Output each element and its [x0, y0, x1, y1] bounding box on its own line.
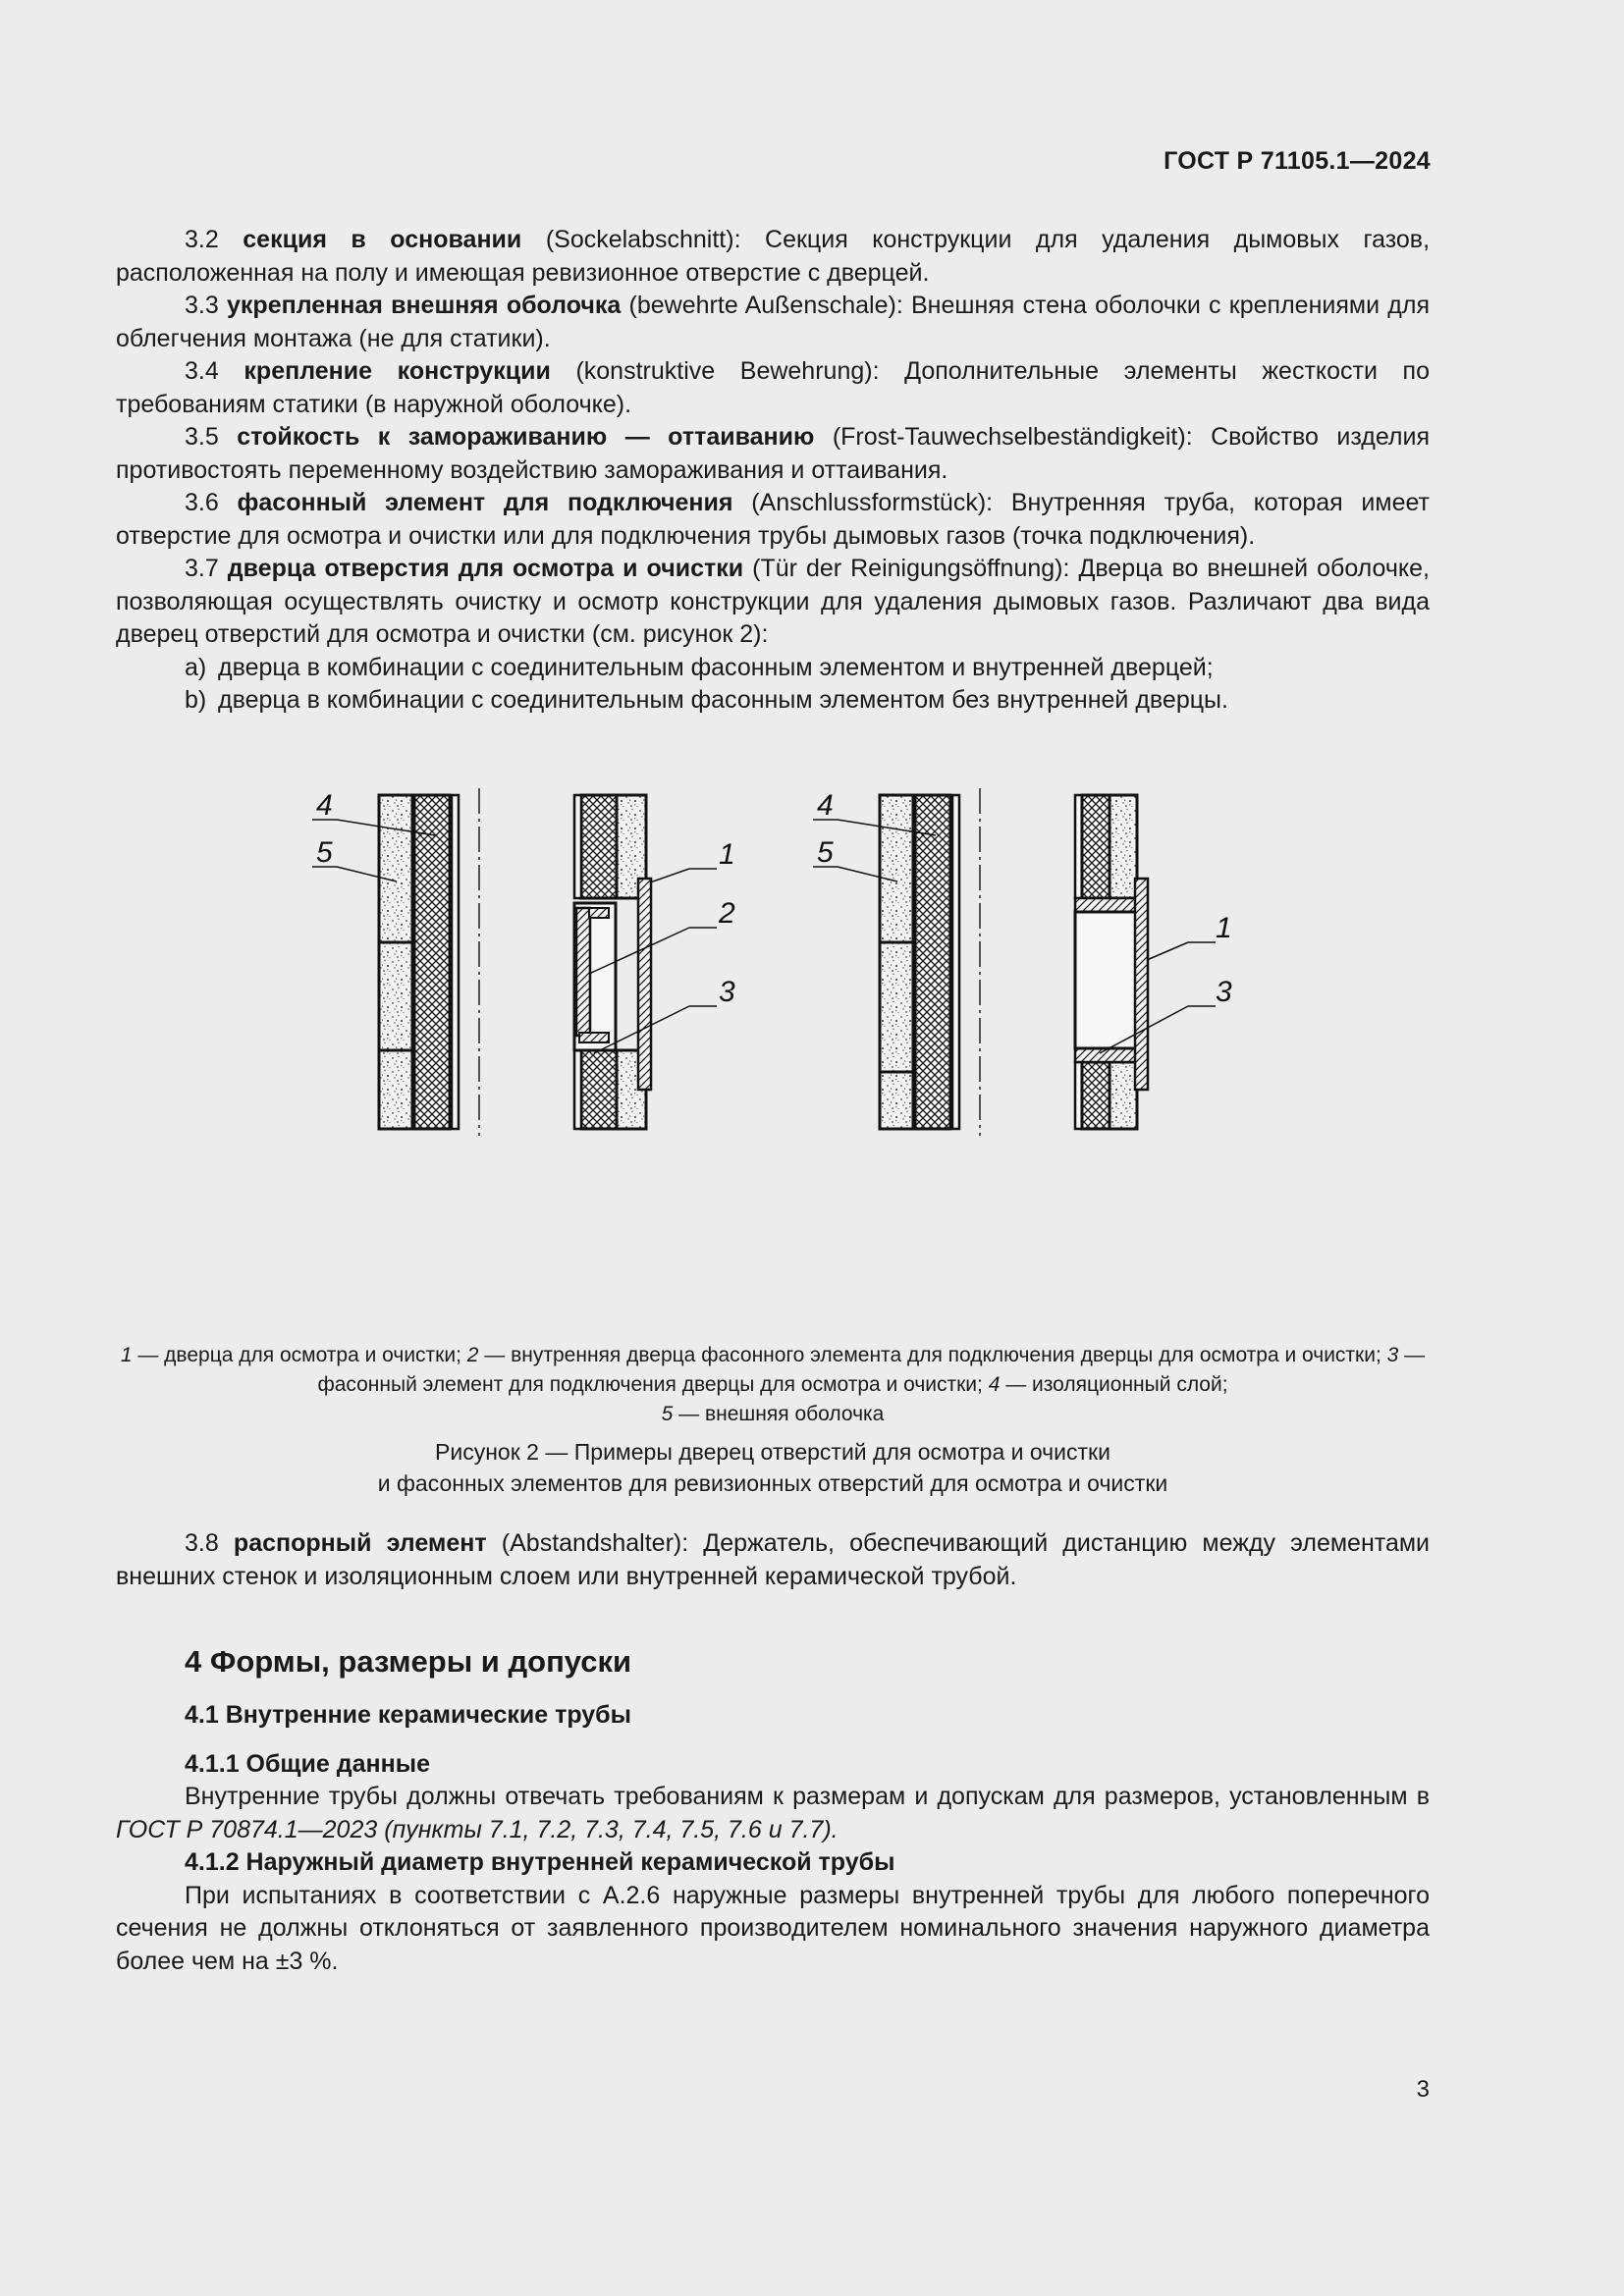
- term-definition: (konstruktive Bewehrung): Дополнительные элементы жесткости по требованиям статики (в наружной оболочке).: [116, 357, 1430, 418]
- list-item-b: [116, 684, 1430, 718]
- list-item-a: [116, 652, 1430, 685]
- label-1-left: 1: [719, 838, 735, 871]
- caption-line-2: и фасонных элементов для ревизионных отверстий для осмотра и очистки: [377, 1470, 1168, 1496]
- label-5-left: 5: [316, 836, 333, 869]
- term-3-4: [116, 355, 1430, 421]
- term-definition: (Sockelabschnitt): Секция конструкции для удаления дымовых газов, расположенная на полу и имеющая ревизионное отверстие с дверцей.: [116, 226, 1431, 287]
- section-4-1-2-heading: 4.1.2 Наружный диаметр внутренней керамической трубы: [185, 1848, 895, 1876]
- legend-num-4: 4: [988, 1373, 1001, 1396]
- paragraph-text: Внутренние трубы должны отвечать требованиям к размерам и допускам для размеров, установленным в: [185, 1783, 1430, 1810]
- legend-text-3: — фасонный элемент для подключения дверцы для осмотра и очистки;: [317, 1344, 1426, 1396]
- standard-reference: ГОСТ Р 70874.1—2023 (пункты 7.1, 7.2, 7.3, 7.4, 7.5, 7.6 и 7.7).: [116, 1815, 839, 1843]
- term-number: 3.6: [185, 489, 219, 516]
- term-name: укрепленная внешняя оболочка: [227, 292, 622, 319]
- term-name: распорный элемент: [233, 1529, 487, 1557]
- term-3-6: [116, 487, 1430, 553]
- section-4-1-1-text: [116, 1781, 1430, 1846]
- figure-caption: [116, 1436, 1430, 1499]
- diagram-right: [813, 788, 1216, 1136]
- list-marker: b): [185, 686, 207, 714]
- section-4-heading: 4 Формы, размеры и допуски: [185, 1644, 632, 1679]
- term-name: дверца отверстия для осмотра и очистки: [227, 555, 744, 582]
- term-definition: (Abstandshalter): Держатель, обеспечивающий дистанцию между элементами внешних стенок и изоляционным слоем или внутренней керамической трубой.: [116, 1529, 1430, 1590]
- term-3-8: [116, 1527, 1430, 1593]
- definitions-block: [116, 224, 1430, 718]
- section-4-1-1-heading: 4.1.1 Общие данные: [185, 1749, 430, 1778]
- legend-text-2: — внутренняя дверца фасонного элемента для подключения дверцы для осмотра и очистки;: [478, 1344, 1387, 1366]
- legend-text-5: — внешняя оболочка: [673, 1403, 885, 1425]
- section-4-1-heading: 4.1 Внутренние керамические трубы: [185, 1701, 631, 1729]
- label-5-right: 5: [817, 836, 834, 869]
- term-name: стойкость к замораживанию — оттаиванию: [237, 423, 815, 451]
- label-1-right: 1: [1216, 912, 1232, 944]
- figure-2-drawing: [295, 780, 1276, 1310]
- label-2-left: 2: [719, 897, 735, 930]
- list-marker: a): [185, 653, 207, 681]
- label-4-left: 4: [316, 789, 333, 822]
- figure-legend: [116, 1341, 1430, 1429]
- section-4-1-2-text: При испытаниях в соответствии с А.2.6 наружные размеры внутренней трубы для любого поперечного сечения не должны отклоняться от заявленного производителем номинального значения наружного диаметра более чем на ±3 %.: [116, 1881, 1430, 1975]
- legend-text-1: — дверца для осмотра и очистки;: [132, 1344, 467, 1366]
- label-3-left: 3: [719, 976, 735, 1008]
- document-code: ГОСТ Р 71105.1—2024: [1164, 147, 1431, 175]
- term-number: 3.2: [185, 226, 219, 253]
- legend-num-1: 1: [120, 1344, 133, 1366]
- term-number: 3.4: [185, 357, 219, 385]
- term-number: 3.7: [185, 555, 219, 582]
- label-4-right: 4: [817, 789, 834, 822]
- term-name: секция в основании: [243, 226, 522, 253]
- legend-num-5: 5: [661, 1403, 674, 1425]
- term-3-5: [116, 421, 1430, 487]
- term-3-7: [116, 553, 1430, 652]
- label-3-right: 3: [1216, 976, 1232, 1008]
- term-3-2: [116, 224, 1430, 290]
- term-definition: (Tür der Reinigungsöffnung): Дверца во внешней оболочке, позволяющая осуществлять очистку и осмотр конструкции для удаления дымовых газов. Различают два вида дверец отверстий для осмотра и очистки (см. рисунок 2):: [116, 555, 1430, 648]
- term-definition: (Anschlussformstück): Внутренняя труба, которая имеет отверстие для осмотра и очистки или для подключения трубы дымовых газов (точка подключения).: [116, 489, 1431, 550]
- legend-num-3: 3: [1386, 1344, 1399, 1366]
- term-name: крепление конструкции: [244, 357, 551, 385]
- list-text: дверца в комбинации с соединительным фасонным элементом и внутренней дверцей;: [218, 653, 1214, 681]
- term-name: фасонный элемент для подключения: [237, 489, 733, 516]
- caption-line-1: Рисунок 2 — Примеры дверец отверстий для осмотра и очистки: [435, 1439, 1110, 1465]
- term-definition: (Frost-Tauwechselbeständigkeit): Свойство изделия противостоять переменному воздействию замораживания и оттаивания.: [116, 423, 1430, 484]
- diagram-left: [312, 788, 717, 1136]
- page-number: 3: [1416, 2076, 1430, 2103]
- legend-text-4: — изоляционный слой;: [1000, 1373, 1228, 1396]
- term-3-3: [116, 290, 1430, 355]
- list-text: дверца в комбинации с соединительным фасонным элементом без внутренней дверцы.: [218, 686, 1228, 714]
- term-number: 3.3: [185, 292, 219, 319]
- term-number: 3.8: [185, 1529, 219, 1557]
- term-number: 3.5: [185, 423, 219, 451]
- section-block: [116, 1527, 1430, 1978]
- legend-num-2: 2: [466, 1344, 479, 1366]
- figure-2: [295, 780, 1276, 1310]
- term-definition: (bewehrte Außenschale): Внешняя стена оболочки с креплениями для облегчения монтажа (не для статики).: [116, 292, 1430, 352]
